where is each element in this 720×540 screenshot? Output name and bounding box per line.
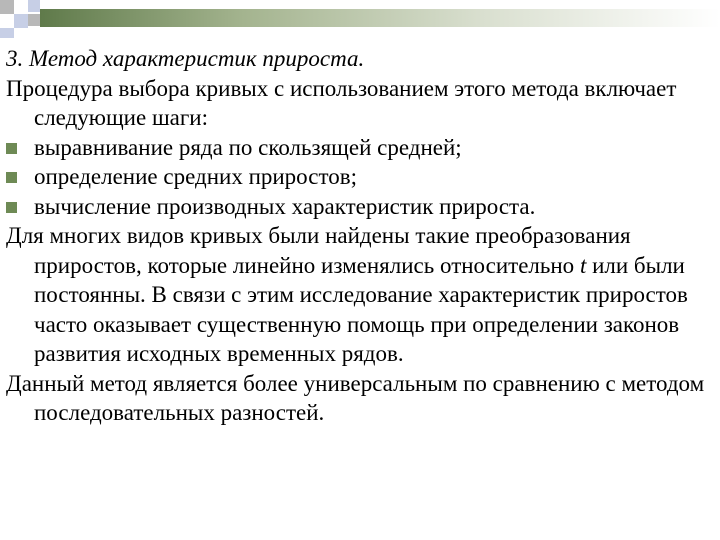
deco-square bbox=[0, 0, 14, 14]
paragraph-transformations bbox=[6, 221, 718, 369]
header-gradient-bar bbox=[40, 9, 720, 27]
bullet-item bbox=[6, 162, 718, 192]
paragraph-text: или были постоянны. В связи с этим исследование характеристик приростов часто оказывает существенную помощь при определении законов развития исходных временных рядов. bbox=[34, 252, 688, 366]
intro-paragraph: Процедура выбора кривых с использованием этого метода включает следующие шаги: bbox=[6, 75, 677, 130]
deco-square bbox=[28, 14, 40, 26]
slide-title: 3. Метод характеристик прироста. bbox=[6, 46, 365, 71]
bullet-text: вычисление производных характеристик прироста. bbox=[34, 193, 536, 219]
bullet-square-icon bbox=[6, 202, 17, 213]
deco-square bbox=[0, 14, 14, 28]
deco-square bbox=[14, 14, 28, 28]
variable-t: t bbox=[579, 252, 587, 278]
bullet-text: выравнивание ряда по скользящей средней; bbox=[34, 134, 462, 160]
bullet-item bbox=[6, 192, 718, 222]
bullet-square-icon bbox=[6, 143, 17, 154]
bullet-text: определение средних приростов; bbox=[34, 164, 357, 189]
bullet-square-icon bbox=[6, 172, 17, 183]
deco-square bbox=[28, 0, 40, 12]
bullet-item bbox=[6, 133, 718, 163]
slide-content bbox=[6, 44, 718, 428]
paragraph-conclusion: Данный метод является более универсальным по сравнению с методом последовательных разностей. bbox=[6, 370, 705, 425]
paragraph-text: Для многих видов кривых были найдены такие преобразования приростов, которые линейно изменялись относительно bbox=[6, 223, 631, 278]
deco-square bbox=[0, 28, 14, 38]
header-decoration bbox=[0, 0, 720, 40]
deco-square bbox=[14, 0, 28, 14]
